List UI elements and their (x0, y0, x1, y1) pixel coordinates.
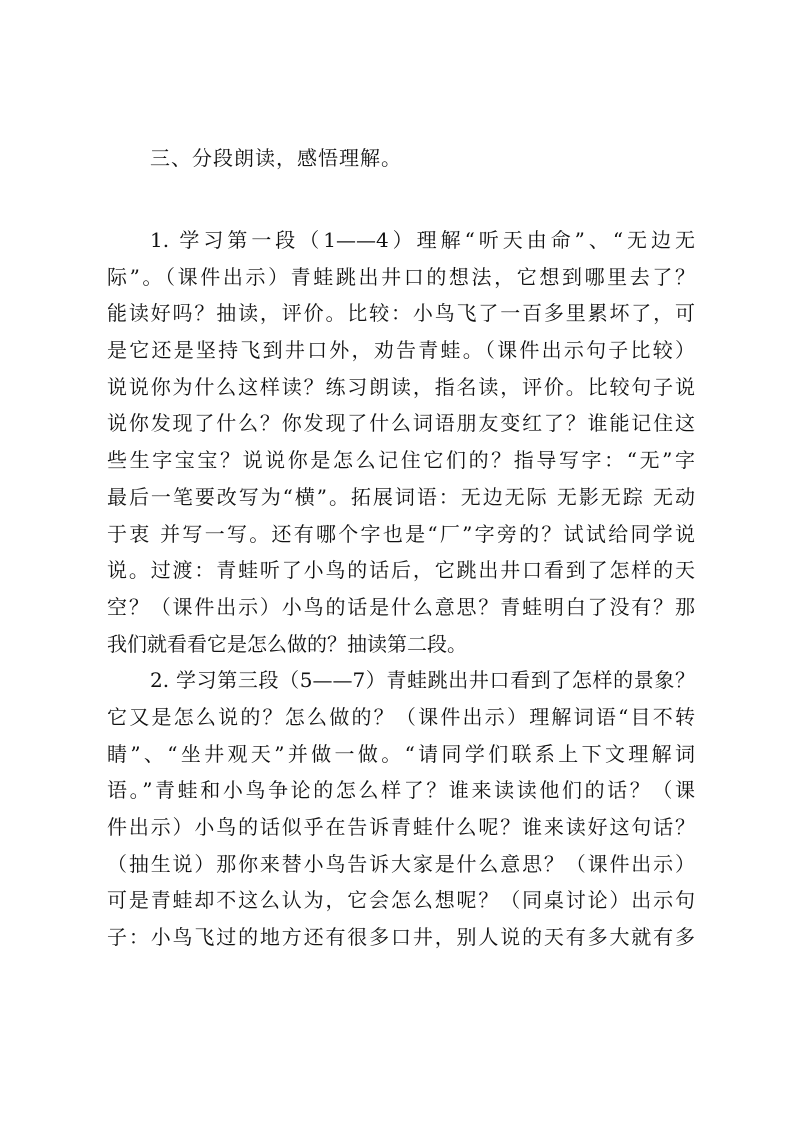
text-line: 能读好吗？抽读，评价。比较：小鸟飞了一百多里累坏了，可 (107, 301, 695, 326)
text-line: 际”。（课件出示）青蛙跳出井口的想法，它想到哪里去了？ (107, 264, 695, 289)
text-line: 些生字宝宝？说说你是怎么记住它们的？指导写字：“无”字 (107, 448, 695, 473)
document-body (107, 222, 695, 956)
section-heading: 三、分段朗读，感悟理解。 (150, 146, 402, 170)
text-line: 件出示）小鸟的话似乎在告诉青蛙什么呢？谁来读好这句话？ (107, 815, 695, 839)
text-line: 可是青蛙却不这么认为，它会怎么想呢？（同桌讨论）出示句 (107, 888, 695, 913)
text-line: （抽生说）那你来替小鸟告诉大家是什么意思？（课件出示） (107, 851, 695, 876)
text-line: 我们就看看它是怎么做的？抽读第二段。 (107, 631, 467, 656)
paragraph-1 (107, 222, 695, 662)
text-line: 于衷 并写一写。还有哪个字也是“厂”字旁的？试试给同学说 (107, 521, 695, 546)
text-line: 是它还是坚持飞到井口外，劝告青蛙。（课件出示句子比较） (107, 338, 695, 363)
text-line: 它又是怎么说的？怎么做的？（课件出示）理解词语“目不转 (107, 704, 695, 729)
text-line: 说说你为什么这样读？练习朗读，指名读，评价。比较句子说 (107, 374, 695, 399)
text-line: 语。”青蛙和小鸟争论的怎么样了？谁来读读他们的话？（课 (107, 778, 695, 803)
text-line: 最后一笔要改写为“横”。拓展词语：无边无际 无影无踪 无动 (107, 484, 695, 509)
text-line: 空？（课件出示）小鸟的话是什么意思？青蛙明白了没有？那 (107, 594, 695, 619)
text-line: 1. 学习第一段（1——4）理解“听天由命”、“无边无 (150, 228, 695, 252)
text-line: 说。过渡：青蛙听了小鸟的话后，它跳出井口看到了怎样的天 (107, 558, 695, 583)
text-line: 说你发现了什么？你发现了什么词语朋友变红了？谁能记住这 (107, 411, 695, 436)
paragraph-2 (107, 662, 695, 956)
text-line: 子：小鸟飞过的地方还有很多口井，别人说的天有多大就有多 (107, 925, 695, 950)
text-line: 睛”、“坐井观天”并做一做。“请同学们联系上下文理解词 (107, 741, 695, 766)
text-line: 2. 学习第三段（5——7）青蛙跳出井口看到了怎样的景象？ (150, 668, 695, 693)
